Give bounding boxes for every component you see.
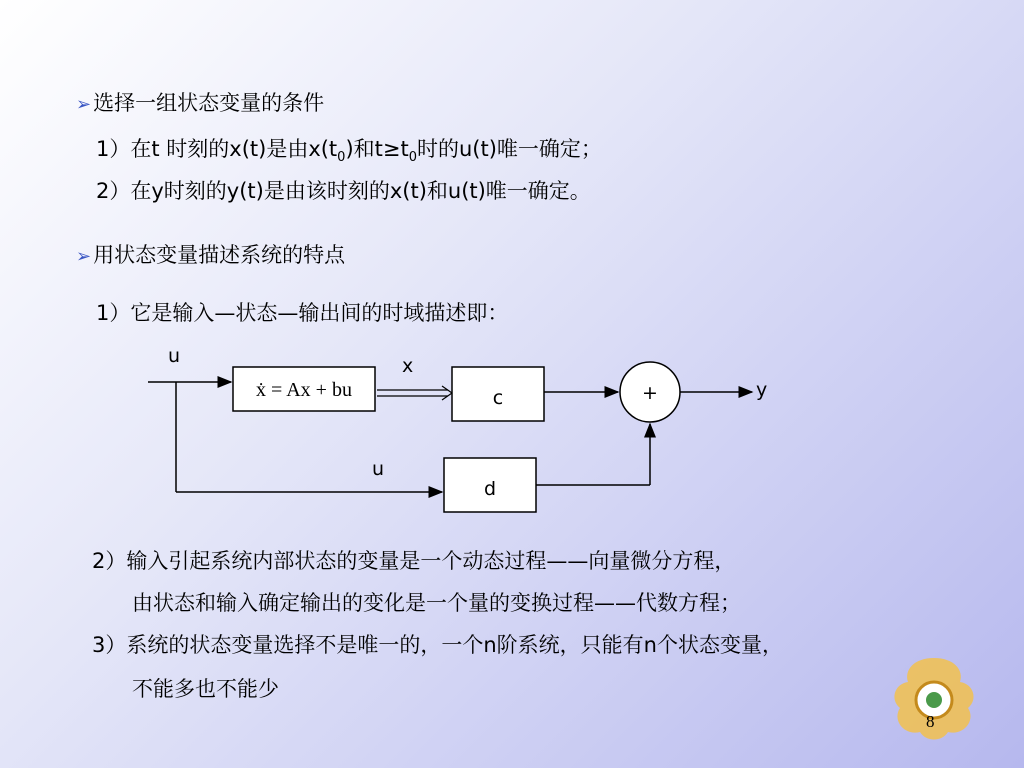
page-number: 8 bbox=[926, 712, 935, 731]
section2-title: 用状态变量描述系统的特点 bbox=[93, 243, 346, 267]
input-u-label: u bbox=[168, 345, 181, 367]
point-2-line-1: 2）输入引起系统内部状态的变量是一个动态过程——向量微分方程， bbox=[92, 549, 736, 573]
cond1-part-a: 1）在t 时刻的x(t)是由x(t bbox=[96, 137, 338, 161]
section1-title: 选择一组状态变量的条件 bbox=[93, 91, 325, 115]
cond1-part-b: )和t≥t bbox=[345, 137, 409, 161]
cond1-sub-1: 0 bbox=[337, 150, 346, 166]
arrow-bullet-icon: ➢ bbox=[76, 94, 92, 115]
sum-plus-label: + bbox=[642, 382, 658, 404]
point-3-line-2: 不能多也不能少 bbox=[132, 677, 279, 701]
state-equation: ẋ = Ax + bu bbox=[256, 379, 352, 401]
output-y-label: y bbox=[756, 379, 768, 401]
cond1-part-c: 时的u(t)唯一确定； bbox=[417, 137, 602, 161]
cond1-sub-2: 0 bbox=[408, 150, 417, 166]
point-1: 1）它是输入—状态—输出间的时域描述即： bbox=[96, 301, 509, 325]
block-d-label: d bbox=[483, 478, 497, 500]
point-2-line-2: 由状态和输入确定输出的变化是一个量的变换过程——代数方程； bbox=[132, 591, 741, 615]
arrow-bullet-icon: ➢ bbox=[76, 246, 92, 267]
state-arrow-head bbox=[442, 386, 452, 400]
point-3-line-1: 3）系统的状态变量选择不是唯一的，一个n阶系统，只能有n个状态变量， bbox=[92, 633, 783, 657]
emblem-logo-icon bbox=[884, 648, 984, 748]
condition-2: 2）在y时刻的y(t)是由该时刻的x(t)和u(t)唯一确定。 bbox=[96, 179, 591, 203]
block-c-label: c bbox=[492, 387, 504, 409]
feed-u-label: u bbox=[372, 458, 385, 480]
state-x-label: x bbox=[402, 355, 414, 377]
